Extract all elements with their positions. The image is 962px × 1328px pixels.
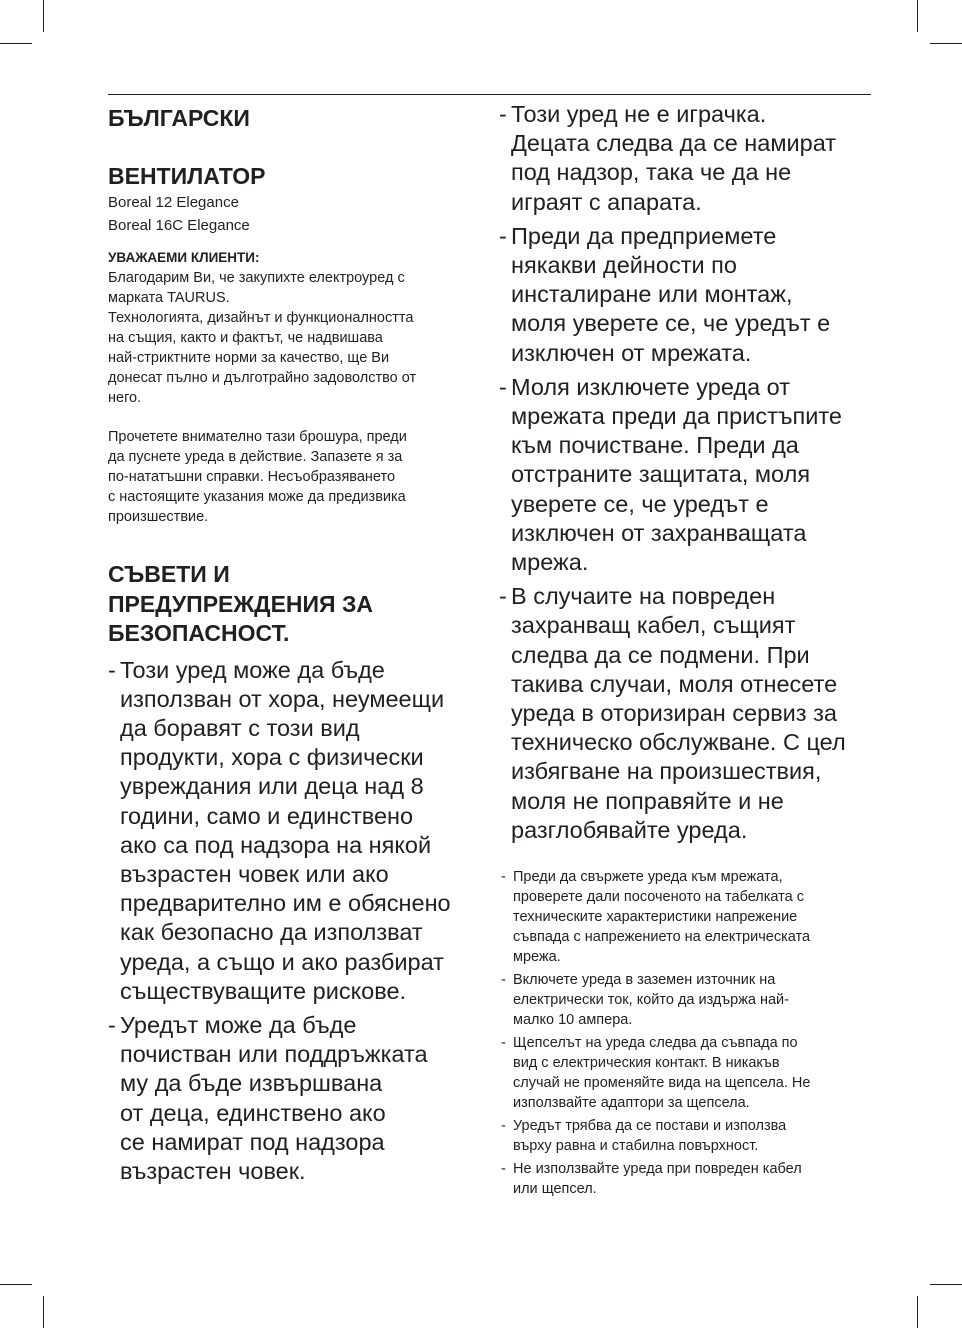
text-line: с настоящите указания може да предизвика — [108, 489, 406, 505]
safety-item — [499, 100, 874, 217]
safety-note — [499, 1116, 874, 1156]
text-line: съществуващите рискове. — [120, 977, 407, 1004]
safety-list-small — [499, 867, 874, 1199]
bullet-dash: - — [501, 1161, 506, 1178]
text-line: Щепселът на уреда следва да съвпада по — [513, 1035, 798, 1052]
text-line: Децата следва да се намират — [511, 130, 837, 157]
text-line: продукти, хора с физически — [120, 744, 424, 771]
left-column — [108, 100, 478, 1191]
text-line: възрастен човек или ако — [120, 860, 389, 887]
text-line: на същия, както и фактът, че надвишава — [108, 330, 383, 346]
text-line: предварително им е обяснено — [120, 890, 451, 917]
text-line: играят с апарата. — [511, 188, 702, 215]
text-line: техническите характеристики напрежение — [513, 909, 798, 926]
bullet-dash: - — [499, 373, 507, 400]
safety-item — [499, 373, 874, 577]
text-line: му да бъде извършвана — [120, 1070, 383, 1097]
text-line: Уредът трябва да се постави и използва — [513, 1118, 787, 1135]
crop-mark — [43, 1296, 44, 1328]
bullet-dash: - — [501, 869, 506, 886]
bullet-dash: - — [499, 583, 507, 610]
safety-note — [499, 1159, 874, 1199]
text-line: следва да се подмени. При — [511, 641, 810, 668]
text-line: Включете уреда в заземен източник на — [513, 972, 776, 989]
bullet-dash: - — [501, 1035, 506, 1052]
safety-note — [499, 1033, 874, 1113]
text-line: моля не поправяйте и не — [511, 787, 784, 814]
model-name: Boreal 16C Elegance — [108, 217, 250, 234]
dear-customers-heading: УВАЖАЕМИ КЛИЕНТИ: — [108, 250, 260, 265]
text-line: произшествие. — [108, 509, 209, 525]
text-line: проверете дали посоченото на табелката с — [513, 889, 804, 906]
read-instructions-paragraph — [108, 427, 478, 527]
text-line: по-нататъшни справки. Несъобразяването — [108, 469, 396, 485]
technology-paragraph — [108, 308, 478, 408]
text-line: използван от хора, неумеещи — [120, 685, 445, 712]
text-line: Прочетете внимателно тази брошура, преди — [108, 429, 407, 445]
text-line: Този уред може да бъде — [120, 656, 385, 683]
bullet-dash: - — [108, 1011, 116, 1038]
text-line: техническо обслужване. С цел — [511, 729, 846, 756]
text-line: случай не променяйте вида на щепсела. Не — [513, 1075, 811, 1092]
text-line: от деца, единствено ако — [120, 1099, 386, 1126]
text-line: да пуснете уреда в действие. Запазете я за — [108, 449, 403, 465]
text-line: разглобявайте уреда. — [511, 816, 748, 843]
crop-mark — [917, 1296, 918, 1328]
heading-line: СЪВЕТИ И — [108, 561, 230, 587]
safety-note — [499, 867, 874, 967]
text-line: уреда в оторизиран сервиз за — [511, 700, 837, 727]
text-line: малко 10 ампера. — [513, 1012, 633, 1029]
text-line: мрежата преди да пристъпите — [511, 403, 842, 430]
text-line: електрически ток, който да издържа най- — [513, 992, 789, 1009]
text-line: някакви дейности по — [511, 252, 737, 279]
text-line: най-стриктните норми за качество, ще Ви — [108, 350, 390, 366]
text-line: Благодарим Ви, че закупихте електроуред с — [108, 270, 405, 286]
model-name: Boreal 12 Elegance — [108, 194, 239, 211]
text-line: Този уред не е играчка. — [511, 101, 767, 127]
text-line: увреждания или деца над 8 — [120, 773, 424, 800]
text-line: уверете се, че уредът е — [511, 490, 769, 517]
crop-mark — [930, 43, 962, 44]
text-line: Преди да предприемете — [511, 222, 777, 249]
text-line: моля уверете се, че уредът е — [511, 310, 831, 337]
bullet-dash: - — [108, 656, 116, 683]
text-line: ако са под надзора на някой — [120, 831, 432, 858]
bullet-dash: - — [501, 972, 506, 989]
text-line: се намират под надзора — [120, 1128, 385, 1155]
thanks-paragraph — [108, 268, 478, 308]
safety-heading — [108, 560, 478, 649]
text-line: върху равна и стабилна повърхност. — [513, 1138, 759, 1155]
safety-item — [108, 656, 478, 1006]
crop-mark — [0, 1284, 32, 1285]
text-line: използвайте адаптори за щепсела. — [513, 1095, 750, 1112]
text-line: възрастен човек. — [120, 1157, 306, 1184]
text-line: как безопасно да използват — [120, 919, 423, 946]
heading-line: БЕЗОПАСНОСТ. — [108, 620, 290, 646]
bullet-dash: - — [501, 1118, 506, 1135]
text-line: да боравят с този вид — [120, 714, 360, 741]
text-line: вид с електрическия контакт. В никакъв — [513, 1055, 780, 1072]
text-line: такива случаи, моля отнесете — [511, 670, 838, 697]
text-line: изключен от захранващата — [511, 519, 807, 546]
text-line: Моля изключете уреда от — [511, 373, 790, 400]
text-line: В случаите на повреден — [511, 583, 776, 610]
text-line: или щепсел. — [513, 1181, 597, 1198]
product-title: ВЕНТИЛАТОР — [108, 163, 266, 189]
text-line: захранващ кабел, същият — [511, 612, 796, 639]
header-rule — [108, 94, 871, 95]
bullet-dash: - — [499, 222, 507, 249]
text-line: избягване на произшествия, — [511, 758, 822, 785]
text-line: донесат пълно и дълготрайно задоволство от — [108, 370, 417, 386]
crop-mark — [917, 0, 918, 32]
heading-line: ПРЕДУПРЕЖДЕНИЯ ЗА — [108, 590, 373, 617]
text-line: Преди да свържете уреда към мрежата, — [513, 869, 783, 886]
text-line: марката TAURUS. — [108, 290, 230, 306]
text-line: под надзор, така че да не — [511, 159, 792, 186]
safety-item — [499, 582, 874, 845]
safety-note — [499, 970, 874, 1030]
crop-mark — [930, 1284, 962, 1285]
crop-mark — [0, 43, 32, 44]
text-line: отстраните защитата, моля — [511, 461, 811, 488]
crop-mark — [43, 0, 44, 32]
text-line: Технологията, дизайнът и функционалността — [108, 310, 414, 326]
safety-item — [108, 1011, 478, 1186]
text-line: съвпада с напрежението на електрическата — [513, 929, 811, 946]
text-line: инсталиране или монтаж, — [511, 281, 793, 308]
text-line: него. — [108, 390, 142, 406]
text-line: години, само и единствено — [120, 802, 414, 829]
text-line: Уредът може да бъде — [120, 1011, 357, 1038]
text-line: към почистване. Преди да — [511, 432, 799, 459]
safety-item — [499, 222, 874, 368]
text-line: мрежа. — [511, 549, 589, 576]
safety-list-right — [499, 100, 874, 845]
right-column — [499, 100, 874, 1202]
language-heading: БЪЛГАРСКИ — [108, 105, 250, 131]
safety-list-left — [108, 656, 478, 1187]
text-line: мрежа. — [513, 949, 561, 966]
text-line: уреда, а също и ако разбират — [120, 948, 444, 975]
bullet-dash: - — [499, 101, 507, 127]
text-line: изключен от мрежата. — [511, 339, 752, 366]
text-line: почистван или поддръжката — [120, 1041, 428, 1068]
text-line: Не използвайте уреда при повреден кабел — [513, 1161, 802, 1178]
